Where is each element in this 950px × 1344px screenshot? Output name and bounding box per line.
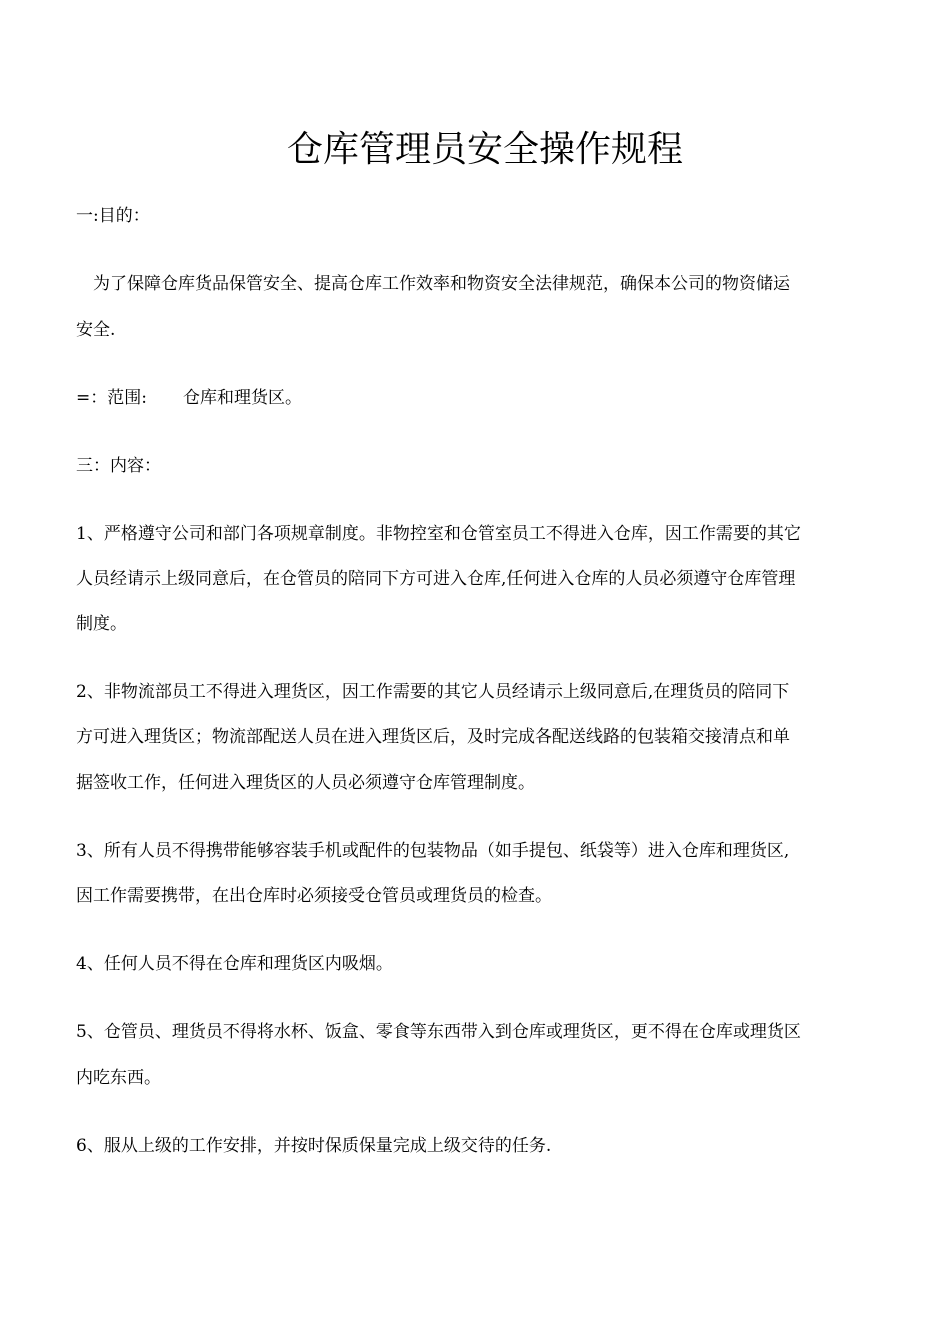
item-6-line-1: 6、服从上级的工作安排，并按时保质保量完成上级交待的任务. <box>76 1136 552 1156</box>
section-scope <box>76 386 891 410</box>
item-1-line-2: 人员经请示上级同意后，在仓管员的陪同下方可进入仓库,任何进入仓库的人员必须遵守仓库管理 <box>76 569 796 589</box>
item-1-line-3: 制度。 <box>76 614 127 634</box>
scope-value: 仓库和理货区。 <box>182 388 302 408</box>
item-2-line-1: 2、非物流部员工不得进入理货区，因工作需要的其它人员经请示上级同意后,在理货员的陪同下 <box>76 682 790 702</box>
purpose-text-line-1: 为了保障仓库货品保管安全、提高仓库工作效率和物资安全法律规范，确保本公司的物资储运 <box>93 274 790 294</box>
item-5-line-2: 内吃东西。 <box>76 1068 161 1088</box>
section-content-heading: 三：内容： <box>76 456 161 476</box>
item-2-line-3: 据签收工作，任何进入理货区的人员必须遵守仓库管理制度。 <box>76 773 535 793</box>
scope-label: =：范围: <box>76 388 147 408</box>
purpose-text-line-2: 安全. <box>76 320 116 340</box>
item-3-line-2: 因工作需要携带，在出仓库时必须接受仓管员或理货员的检查。 <box>76 886 552 906</box>
item-3-line-1: 3、所有人员不得携带能够容装手机或配件的包装物品（如手提包、纸袋等）进入仓库和理货区, <box>76 841 790 861</box>
document-title: 仓库管理员安全操作规程 <box>286 129 683 170</box>
section-purpose-heading: 一:目的： <box>76 206 150 226</box>
item-5-line-1: 5、仓管员、理货员不得将水杯、饭盒、零食等东西带入到仓库或理货区，更不得在仓库或理货区 <box>76 1022 801 1042</box>
item-1-line-1: 1、严格遵守公司和部门各项规章制度。非物控室和仓管室员工不得进入仓库，因工作需要的其它 <box>76 524 801 544</box>
item-2-line-2: 方可进入理货区；物流部配送人员在进入理货区后，及时完成各配送线路的包装箱交接清点和单 <box>76 727 790 747</box>
item-4-line-1: 4、任何人员不得在仓库和理货区内吸烟。 <box>76 954 393 974</box>
